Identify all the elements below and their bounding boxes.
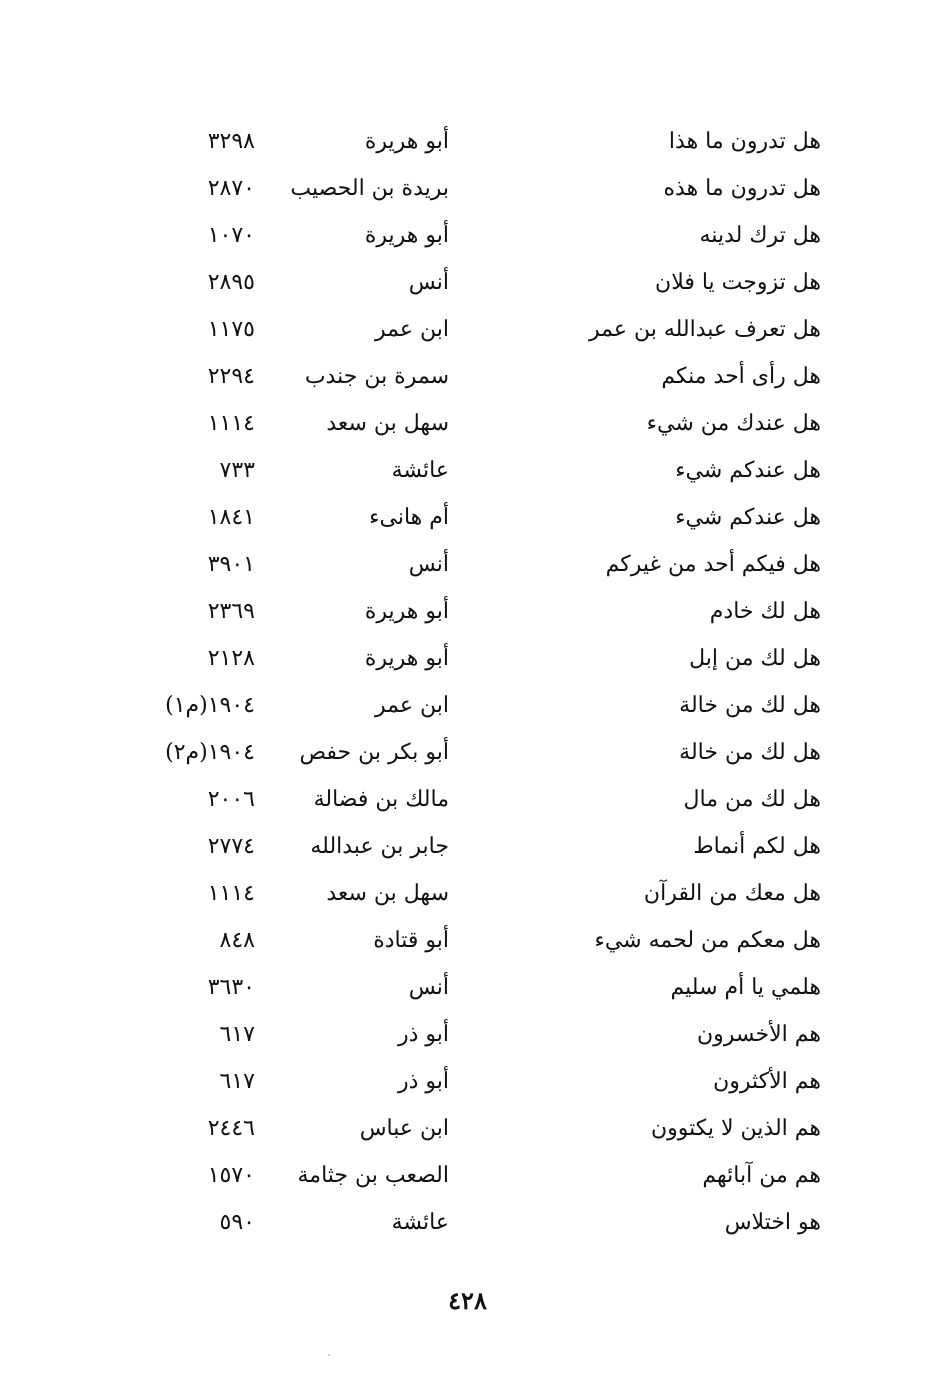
index-row xyxy=(0,635,935,682)
hadith-number: ١٥٧٠ xyxy=(207,1163,255,1188)
hadith-number: ٧٣٣ xyxy=(219,458,255,483)
index-row xyxy=(0,1011,935,1058)
index-row xyxy=(0,1199,935,1246)
narrator-name: أبو قتادة xyxy=(373,928,449,953)
hadith-phrase: هل لكم أنماط xyxy=(693,834,821,859)
narrator-name: ابن عباس xyxy=(359,1116,449,1141)
narrator-name: سمرة بن جندب xyxy=(304,364,449,389)
hadith-number: ٢٢٩٤ xyxy=(207,364,255,389)
index-row xyxy=(0,118,935,165)
hadith-number: ٣٩٠١ xyxy=(207,552,255,577)
hadith-phrase: هل عندكم شيء xyxy=(675,458,821,483)
hadith-number: ١٩٠٤(م١) xyxy=(165,693,255,718)
narrator-name: ابن عمر xyxy=(375,317,449,342)
narrator-name: أنس xyxy=(408,552,449,577)
narrator-name: عائشة xyxy=(391,458,449,483)
index-row xyxy=(0,353,935,400)
index-row xyxy=(0,541,935,588)
narrator-name: سهل بن سعد xyxy=(326,411,449,436)
narrator-name: أنس xyxy=(408,270,449,295)
narrator-name: أبو ذر xyxy=(397,1069,449,1094)
index-row xyxy=(0,682,935,729)
index-row xyxy=(0,964,935,1011)
index-row xyxy=(0,870,935,917)
hadith-number: ٥٩٠ xyxy=(219,1210,255,1235)
narrator-name: الصعب بن جثامة xyxy=(297,1163,449,1188)
hadith-number: ١٨٤١ xyxy=(207,505,255,530)
hadith-number: ٢٧٧٤ xyxy=(207,834,255,859)
index-row xyxy=(0,447,935,494)
narrator-name: أبو هريرة xyxy=(364,223,449,248)
index-row xyxy=(0,494,935,541)
hadith-number: ٢٨٩٥ xyxy=(207,270,255,295)
hadith-number: ٢١٢٨ xyxy=(207,646,255,671)
narrator-name: مالك بن فضالة xyxy=(313,787,449,812)
hadith-number: ٢٤٤٦ xyxy=(207,1116,255,1141)
hadith-number: ١١١٤ xyxy=(207,881,255,906)
hadith-phrase: هل عندكم شيء xyxy=(675,505,821,530)
hadith-number: ١٠٧٠ xyxy=(207,223,255,248)
hadith-phrase: هل تزوجت يا فلان xyxy=(655,270,821,295)
narrator-name: أنس xyxy=(408,975,449,1000)
index-row xyxy=(0,165,935,212)
hadith-number: ٦١٧ xyxy=(219,1022,255,1047)
hadith-number: ١١١٤ xyxy=(207,411,255,436)
hadith-phrase: هل لك من إبل xyxy=(689,646,821,671)
scan-speck xyxy=(328,1354,330,1356)
narrator-name: ابن عمر xyxy=(375,693,449,718)
hadith-number: ٢٨٧٠ xyxy=(207,176,255,201)
hadith-number: ٣٦٣٠ xyxy=(207,975,255,1000)
index-row xyxy=(0,917,935,964)
hadith-number: ٢٣٦٩ xyxy=(207,599,255,624)
hadith-phrase: هم الأكثرون xyxy=(713,1069,821,1094)
hadith-phrase: هل تدرون ما هذه xyxy=(663,176,821,201)
index-row xyxy=(0,306,935,353)
index-row xyxy=(0,212,935,259)
index-row xyxy=(0,588,935,635)
hadith-phrase: هم الأخسرون xyxy=(696,1022,821,1047)
narrator-name: بريدة بن الحصيب xyxy=(290,176,449,201)
index-row xyxy=(0,1152,935,1199)
narrator-name: أبو هريرة xyxy=(364,129,449,154)
index-row xyxy=(0,729,935,776)
hadith-number: ١١٧٥ xyxy=(207,317,255,342)
hadith-phrase: هل لك من خالة xyxy=(679,693,821,718)
hadith-number: ٣٢٩٨ xyxy=(207,129,255,154)
hadith-phrase: هل فيكم أحد من غيركم xyxy=(605,552,821,577)
hadith-phrase: هل تعرف عبدالله بن عمر xyxy=(589,317,821,342)
narrator-name: أبو ذر xyxy=(397,1022,449,1047)
hadith-phrase: هل معكم من لحمه شيء xyxy=(594,928,821,953)
hadith-number: ٨٤٨ xyxy=(219,928,255,953)
hadith-phrase: هل عندك من شيء xyxy=(646,411,821,436)
hadith-phrase: هو اختلاس xyxy=(724,1210,821,1235)
page-number: ٤٢٨ xyxy=(448,1286,487,1315)
index-row xyxy=(0,400,935,447)
narrator-name: جابر بن عبدالله xyxy=(310,834,449,859)
index-row xyxy=(0,1105,935,1152)
hadith-phrase: هم الذين لا يكتوون xyxy=(650,1116,821,1141)
narrator-name: سهل بن سعد xyxy=(326,881,449,906)
hadith-index-table xyxy=(0,118,935,1246)
hadith-phrase: هل ترك لدينه xyxy=(699,223,821,248)
hadith-phrase: هل معك من القرآن xyxy=(643,881,821,906)
hadith-number: ١٩٠٤(م٢) xyxy=(165,740,255,765)
hadith-phrase: هل تدرون ما هذا xyxy=(668,129,821,154)
hadith-phrase: هل لك من خالة xyxy=(679,740,821,765)
hadith-number: ٦١٧ xyxy=(219,1069,255,1094)
hadith-phrase: هل لك من مال xyxy=(683,787,821,812)
index-row xyxy=(0,776,935,823)
hadith-number: ٢٠٠٦ xyxy=(207,787,255,812)
index-row xyxy=(0,1058,935,1105)
hadith-phrase: هل رأى أحد منكم xyxy=(661,364,821,389)
narrator-name: أبو بكر بن حفص xyxy=(299,740,449,765)
hadith-phrase: هم من آبائهم xyxy=(702,1163,821,1188)
narrator-name: عائشة xyxy=(391,1210,449,1235)
index-row xyxy=(0,823,935,870)
index-row xyxy=(0,259,935,306)
hadith-phrase: هلمي يا أم سليم xyxy=(670,975,821,1000)
narrator-name: أبو هريرة xyxy=(364,599,449,624)
hadith-phrase: هل لك خادم xyxy=(709,599,821,624)
narrator-name: أم هانىء xyxy=(369,505,449,530)
narrator-name: أبو هريرة xyxy=(364,646,449,671)
